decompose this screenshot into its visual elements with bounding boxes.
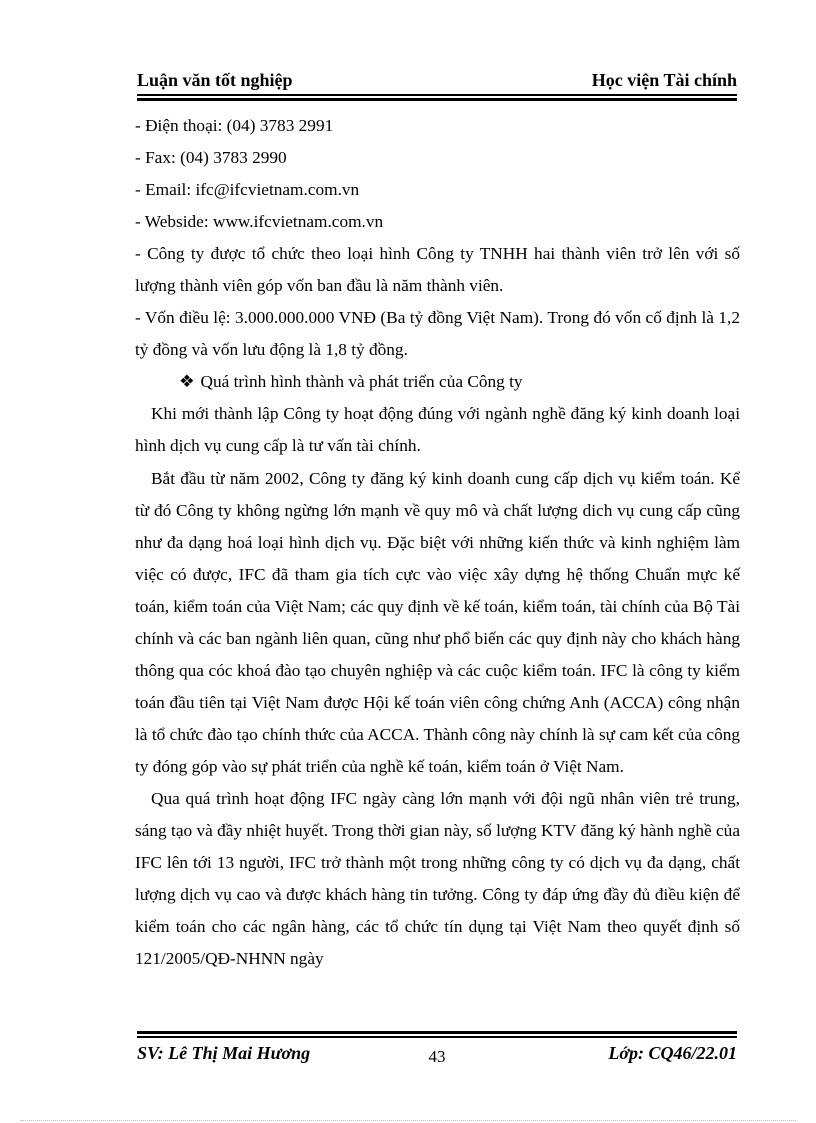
- footer-class-code: Lớp: CQ46/22.01: [608, 1043, 737, 1063]
- header-rule-thick: [137, 98, 737, 101]
- page-bottom-divider: [20, 1120, 796, 1121]
- company-type-paragraph: - Công ty được tổ chức theo loại hình Công ty TNHH hai thành viên trở lên với số lượng thành viên góp vốn ban đầu là năm thành viên.: [135, 244, 740, 296]
- diamond-bullet-icon: ❖: [179, 372, 195, 392]
- header-institution: Học viện Tài chính: [591, 70, 737, 90]
- phone-line: - Điện thoại: (04) 3783 2991: [135, 116, 334, 135]
- section-heading-text: Quá trình hình thành và phát triển của Công ty: [200, 372, 523, 392]
- header-rule-thin: [137, 94, 737, 96]
- fax-line: - Fax: (04) 3783 2990: [135, 148, 287, 168]
- header-thesis-title: Luận văn tốt nghiệp: [137, 70, 293, 90]
- website-line: - Webside: www.ifcvietnam.com.vn: [135, 212, 384, 232]
- section-heading: [135, 366, 740, 398]
- paragraph-audit-history: Bắt đầu từ năm 2002, Công ty đăng ký kinh doanh cung cấp dịch vụ kiểm toán. Kể từ đó Công ty không ngừng lớn mạnh về quy mô và chất lượng dich vụ cung cấp cũng như đa dạng hoá loại hình dịch vụ. Đặc biệt với những kiến thức và kinh nghiệm làm việc có được, IFC đã tham gia tích cực vào việc xây dựng hệ thống Chuẩn mực kế toán, kiểm toán của Việt Nam; các quy định về kế toán, kiểm toán, tài chính của Bộ Tài chính và các ban ngành liên quan, cũng như phổ biến các quy định này cho khách hàng thông qua cóc khoá đào tạo chuyên nghiệp và các cuộc kiểm toán. IFC là công ty kiểm toán đầu tiên tại Việt Nam được Hội kế toán viên công chứng Anh (ACCA) công nhận là tổ chức đào tạo chính thức của ACCA. Thành công này chính là sự cam kết của công ty đóng góp vào sự phát triển của nghề kế toán, kiểm toán ở Việt Nam.: [135, 468, 740, 776]
- email-line: - Email: ifc@ifcvietnam.com.vn: [135, 180, 360, 200]
- paragraph-founding: Khi mới thành lập Công ty hoạt động đúng với ngành nghề đăng ký kinh doanh loại hình dịch vụ cung cấp là tư vấn tài chính.: [135, 404, 740, 456]
- page-footer: [137, 1043, 737, 1073]
- footer-rule-thin: [137, 1036, 737, 1038]
- capital-paragraph: - Vốn điều lệ: 3.000.000.000 VNĐ (Ba tỷ đồng Việt Nam). Trong đó vốn cố định là 1,2 tỷ đồng và vốn lưu động là 1,8 tỷ đồng.: [135, 308, 740, 360]
- footer-student-name: SV: Lê Thị Mai Hương: [137, 1043, 311, 1063]
- page-number: 43: [428, 1047, 446, 1066]
- footer-rule-thick: [137, 1031, 737, 1034]
- paragraph-growth: Qua quá trình hoạt động IFC ngày càng lớn mạnh với đội ngũ nhân viên trẻ trung, sáng tạo và đầy nhiệt huyết. Trong thời gian này, số lượng KTV đăng ký hành nghề của IFC lên tới 13 người, IFC trở thành một trong những công ty có dịch vụ đa dạng, chất lượng dịch vụ cao và được khách hàng tin tưởng. Công ty đáp ứng đầy đủ điều kiện để kiểm toán cho các ngân hàng, các tổ chức tín dụng tại Việt Nam theo quyết định số 121/2005/QĐ-NHNN ngày: [135, 788, 740, 969]
- page-body: [135, 110, 740, 975]
